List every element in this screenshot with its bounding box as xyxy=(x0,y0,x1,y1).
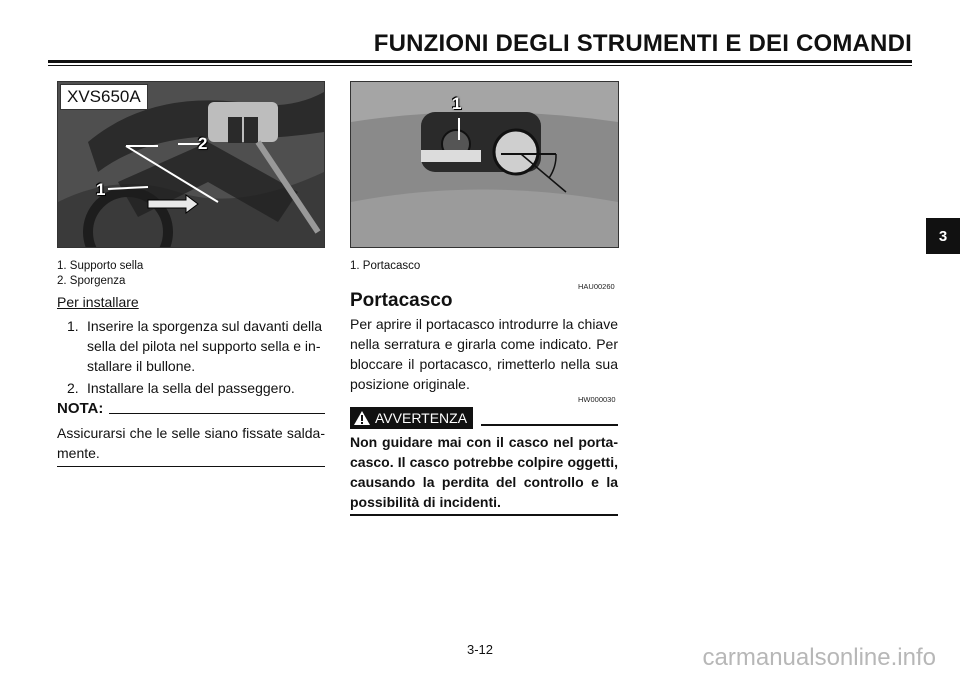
callout-1: 1 xyxy=(96,180,106,199)
caption-item: 1. Supporto sella xyxy=(57,260,144,272)
right-figure-captions xyxy=(350,259,420,274)
note-header xyxy=(57,400,325,417)
chapter-tab[interactable]: 3 xyxy=(926,218,960,254)
step-item xyxy=(57,378,325,398)
warning-code: HW000030 xyxy=(578,395,616,404)
step-number: 1. xyxy=(67,318,79,334)
warning-triangle-icon xyxy=(354,411,370,425)
warning-badge xyxy=(350,407,473,429)
caption-item: 1. Portacasco xyxy=(350,260,421,272)
seat-installation-photo xyxy=(57,81,325,248)
note-text: Assicurarsi che le selle siano fissate salda-mente. xyxy=(57,425,325,461)
section-body: Per aprire il portacasco introdurre la chiave nella serratura e girarla come indicato. Per bloccare il portacasco, rimetterlo nella sua posizione originale. xyxy=(350,316,618,392)
helmet-holder-photo xyxy=(350,81,619,248)
step-item xyxy=(57,316,325,376)
warning-bottom-rule xyxy=(350,514,618,516)
callout-2: 2 xyxy=(198,134,208,153)
step-text: Inserire la sporgenza sul davanti della sella del pilota nel supporto sella e in-stallare il bullone. xyxy=(87,318,323,374)
warning-label: AVVERTENZA xyxy=(375,410,468,426)
step-number: 2. xyxy=(67,380,79,396)
left-figure-captions xyxy=(57,259,143,289)
watermark: carmanualsonline.info xyxy=(702,644,936,671)
note-title-rule xyxy=(109,413,325,414)
install-steps xyxy=(57,316,325,400)
helmet-photo-illustration xyxy=(351,82,618,247)
page-number: 3-12 xyxy=(466,642,494,657)
page-header-title: FUNZIONI DEGLI STRUMENTI E DEI COMANDI xyxy=(373,30,912,57)
note-title: NOTA: xyxy=(57,400,104,417)
warning-header xyxy=(350,407,618,429)
section-title: Portacasco xyxy=(350,290,453,311)
section-code: HAU00260 xyxy=(578,282,615,291)
warning-header-rule xyxy=(481,424,618,426)
header-rule-thick xyxy=(48,60,912,63)
warning-text: Non guidare mai con il casco nel porta-casco. Il casco potrebbe colpire oggetti, causando la perdita del controllo e la possibilità di incidenti. xyxy=(350,434,618,510)
caption-item: 2. Sporgenza xyxy=(57,275,126,287)
callout-1: 1 xyxy=(452,94,462,113)
model-label: XVS650A xyxy=(60,84,148,110)
note-bottom-rule xyxy=(57,466,325,467)
step-text: Installare la sella del passeggero. xyxy=(87,380,295,396)
header-rule-thin xyxy=(48,65,912,66)
subheading-install: Per installare xyxy=(57,294,139,310)
